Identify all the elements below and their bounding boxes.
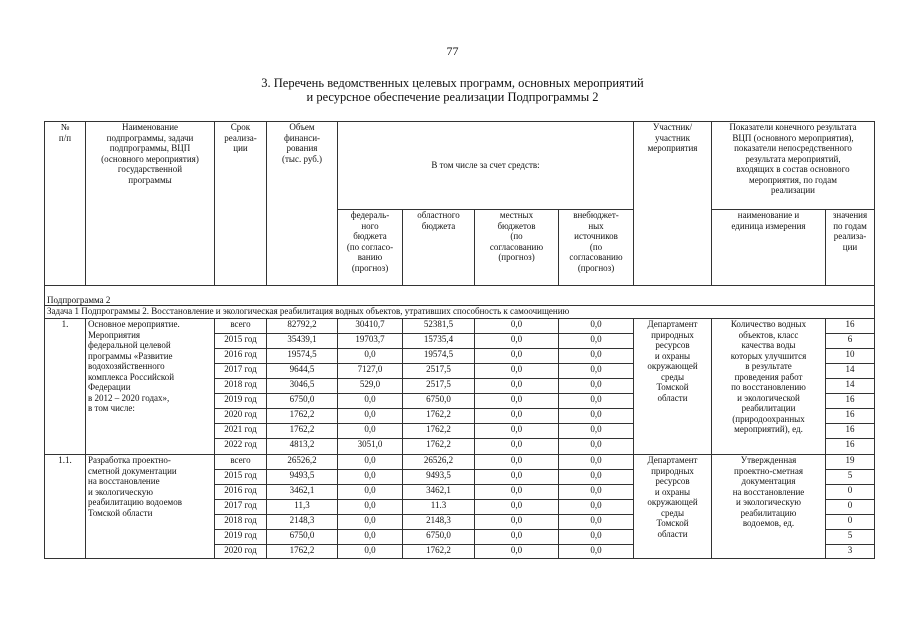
cell-federal: 30410,7	[338, 319, 403, 334]
cell-federal: 0,0	[338, 515, 403, 530]
cell-regional: 11.3	[403, 500, 475, 515]
cell-extra: 0,0	[559, 530, 634, 545]
cell-extra: 0,0	[559, 545, 634, 559]
item-name: Основное мероприятие. Мероприятия федеральной целевой программы «Развитие водохозяйственного комплекса Российской Федерации в 2012 – 2020 годах», в том числе:	[86, 319, 215, 455]
cell-federal: 0,0	[338, 455, 403, 470]
cell-volume: 19574,5	[267, 349, 338, 364]
cell-local: 0,0	[475, 349, 559, 364]
cell-indicator-value: 3	[826, 545, 875, 559]
cell-volume: 1762,2	[267, 545, 338, 559]
cell-extra: 0,0	[559, 349, 634, 364]
cell-regional: 6750,0	[403, 394, 475, 409]
cell-volume: 9644,5	[267, 364, 338, 379]
cell-volume: 1762,2	[267, 409, 338, 424]
cell-indicator-value: 14	[826, 379, 875, 394]
cell-indicator-value: 10	[826, 349, 875, 364]
cell-local: 0,0	[475, 394, 559, 409]
cell-federal: 529,0	[338, 379, 403, 394]
header-federal: федераль- ного бюджета (по согласо- ванию (прогноз)	[338, 210, 403, 286]
cell-federal: 0,0	[338, 470, 403, 485]
cell-regional: 1762,2	[403, 424, 475, 439]
cell-regional: 1762,2	[403, 439, 475, 455]
cell-term: всего	[215, 319, 267, 334]
cell-volume: 26526,2	[267, 455, 338, 470]
cell-local: 0,0	[475, 470, 559, 485]
cell-local: 0,0	[475, 424, 559, 439]
document-title	[0, 76, 905, 104]
cell-volume: 1762,2	[267, 424, 338, 439]
cell-indicator-value: 16	[826, 424, 875, 439]
cell-local: 0,0	[475, 530, 559, 545]
header-sources: В том числе за счет средств:	[338, 122, 634, 210]
cell-regional: 19574,5	[403, 349, 475, 364]
cell-term: 2019 год	[215, 394, 267, 409]
cell-local: 0,0	[475, 364, 559, 379]
cell-regional: 2517,5	[403, 379, 475, 394]
cell-regional: 9493,5	[403, 470, 475, 485]
title-line-1: 3. Перечень ведомственных целевых программ, основных мероприятий	[261, 76, 644, 90]
cell-federal: 0,0	[338, 424, 403, 439]
item-participant: Департамент природных ресурсов и охраны окружающей среды Томской области	[634, 319, 712, 455]
cell-volume: 6750,0	[267, 394, 338, 409]
header-participant: Участник/ участник мероприятия	[634, 122, 712, 286]
header-name: Наименование подпрограммы, задачи подпрограммы, ВЦП (основного мероприятия) государственной программы	[86, 122, 215, 286]
task-label: Задача 1 Подпрограммы 2. Восстановление и экологическая реабилитация водных объектов, утративших способность к самоочищению	[45, 306, 875, 319]
cell-volume: 2148,3	[267, 515, 338, 530]
item-indicator: Утвержденная проектно-сметная документация на восстановление и экологическую реабилитацию водоемов, ед.	[712, 455, 826, 559]
cell-regional: 3462,1	[403, 485, 475, 500]
item-indicator: Количество водных объектов, класс качества воды которых улучшится в результате проведения работ по восстановлению и экологической реабилитации (природоохранных мероприятий), ед.	[712, 319, 826, 455]
cell-federal: 0,0	[338, 500, 403, 515]
cell-extra: 0,0	[559, 364, 634, 379]
cell-federal: 19703,7	[338, 334, 403, 349]
cell-term: всего	[215, 455, 267, 470]
cell-local: 0,0	[475, 515, 559, 530]
header-term: Срок реализа- ции	[215, 122, 267, 286]
cell-extra: 0,0	[559, 334, 634, 349]
cell-local: 0,0	[475, 319, 559, 334]
header-local: местных бюджетов (по согласованию (прогноз)	[475, 210, 559, 286]
cell-term: 2015 год	[215, 334, 267, 349]
cell-indicator-value: 16	[826, 394, 875, 409]
cell-term: 2022 год	[215, 439, 267, 455]
cell-term: 2018 год	[215, 379, 267, 394]
title-line-2: и ресурсное обеспечение реализации Подпрограммы 2	[306, 90, 599, 104]
cell-term: 2020 год	[215, 409, 267, 424]
cell-local: 0,0	[475, 379, 559, 394]
header-indicators: Показатели конечного результата ВЦП (основного мероприятия), показатели непосредственного результата мероприятий, входящих в состав основного мероприятия, по годам реализации	[712, 122, 875, 210]
cell-federal: 0,0	[338, 545, 403, 559]
cell-indicator-value: 16	[826, 409, 875, 424]
cell-indicator-value: 0	[826, 515, 875, 530]
cell-regional: 2517,5	[403, 364, 475, 379]
cell-extra: 0,0	[559, 500, 634, 515]
cell-volume: 3046,5	[267, 379, 338, 394]
cell-term: 2019 год	[215, 530, 267, 545]
cell-volume: 11,3	[267, 500, 338, 515]
cell-term: 2020 год	[215, 545, 267, 559]
cell-indicator-value: 14	[826, 364, 875, 379]
cell-regional: 15735,4	[403, 334, 475, 349]
cell-volume: 4813,2	[267, 439, 338, 455]
cell-volume: 35439,1	[267, 334, 338, 349]
header-ind-values: значения по годам реализа- ции	[826, 210, 875, 286]
header-num: № п/п	[45, 122, 86, 286]
cell-federal: 0,0	[338, 394, 403, 409]
item-number: 1.1.	[45, 455, 86, 559]
cell-local: 0,0	[475, 334, 559, 349]
cell-regional: 6750,0	[403, 530, 475, 545]
cell-federal: 3051,0	[338, 439, 403, 455]
cell-term: 2016 год	[215, 485, 267, 500]
cell-volume: 9493,5	[267, 470, 338, 485]
table-row	[45, 319, 875, 334]
cell-term: 2015 год	[215, 470, 267, 485]
header-ind-name: наименование и единица измерения	[712, 210, 826, 286]
cell-extra: 0,0	[559, 379, 634, 394]
cell-local: 0,0	[475, 409, 559, 424]
item-participant: Департамент природных ресурсов и охраны окружающей среды Томской области	[634, 455, 712, 559]
cell-volume: 3462,1	[267, 485, 338, 500]
cell-regional: 2148,3	[403, 515, 475, 530]
cell-extra: 0,0	[559, 319, 634, 334]
cell-volume: 82792,2	[267, 319, 338, 334]
cell-federal: 0,0	[338, 485, 403, 500]
cell-local: 0,0	[475, 545, 559, 559]
cell-regional: 26526,2	[403, 455, 475, 470]
page-number: 77	[446, 44, 459, 58]
cell-extra: 0,0	[559, 439, 634, 455]
table-row	[45, 455, 875, 470]
cell-indicator-value: 16	[826, 319, 875, 334]
cell-indicator-value: 5	[826, 530, 875, 545]
cell-indicator-value: 5	[826, 470, 875, 485]
cell-indicator-value: 6	[826, 334, 875, 349]
subprogram-label: Подпрограмма 2	[45, 286, 875, 306]
cell-indicator-value: 0	[826, 500, 875, 515]
cell-term: 2017 год	[215, 364, 267, 379]
header-regional: областного бюджета	[403, 210, 475, 286]
cell-volume: 6750,0	[267, 530, 338, 545]
cell-extra: 0,0	[559, 455, 634, 470]
program-table	[44, 121, 875, 559]
cell-federal: 0,0	[338, 409, 403, 424]
cell-term: 2017 год	[215, 500, 267, 515]
cell-extra: 0,0	[559, 409, 634, 424]
cell-term: 2021 год	[215, 424, 267, 439]
cell-indicator-value: 19	[826, 455, 875, 470]
item-name: Разработка проектно- сметной документации на восстановление и экологическую реабилитацию водоемов Томской области	[86, 455, 215, 559]
cell-federal: 7127,0	[338, 364, 403, 379]
cell-federal: 0,0	[338, 530, 403, 545]
cell-term: 2016 год	[215, 349, 267, 364]
cell-extra: 0,0	[559, 470, 634, 485]
cell-local: 0,0	[475, 500, 559, 515]
cell-extra: 0,0	[559, 515, 634, 530]
item-number: 1.	[45, 319, 86, 455]
cell-regional: 52381,5	[403, 319, 475, 334]
cell-term: 2018 год	[215, 515, 267, 530]
cell-extra: 0,0	[559, 424, 634, 439]
cell-indicator-value: 0	[826, 485, 875, 500]
cell-extra: 0,0	[559, 394, 634, 409]
cell-indicator-value: 16	[826, 439, 875, 455]
cell-local: 0,0	[475, 455, 559, 470]
cell-extra: 0,0	[559, 485, 634, 500]
header-extra: внебюджет- ных источников (по согласованию (прогноз)	[559, 210, 634, 286]
header-volume: Объем финанси- рования (тыс. руб.)	[267, 122, 338, 286]
cell-local: 0,0	[475, 439, 559, 455]
cell-local: 0,0	[475, 485, 559, 500]
cell-federal: 0,0	[338, 349, 403, 364]
cell-regional: 1762,2	[403, 545, 475, 559]
cell-regional: 1762,2	[403, 409, 475, 424]
